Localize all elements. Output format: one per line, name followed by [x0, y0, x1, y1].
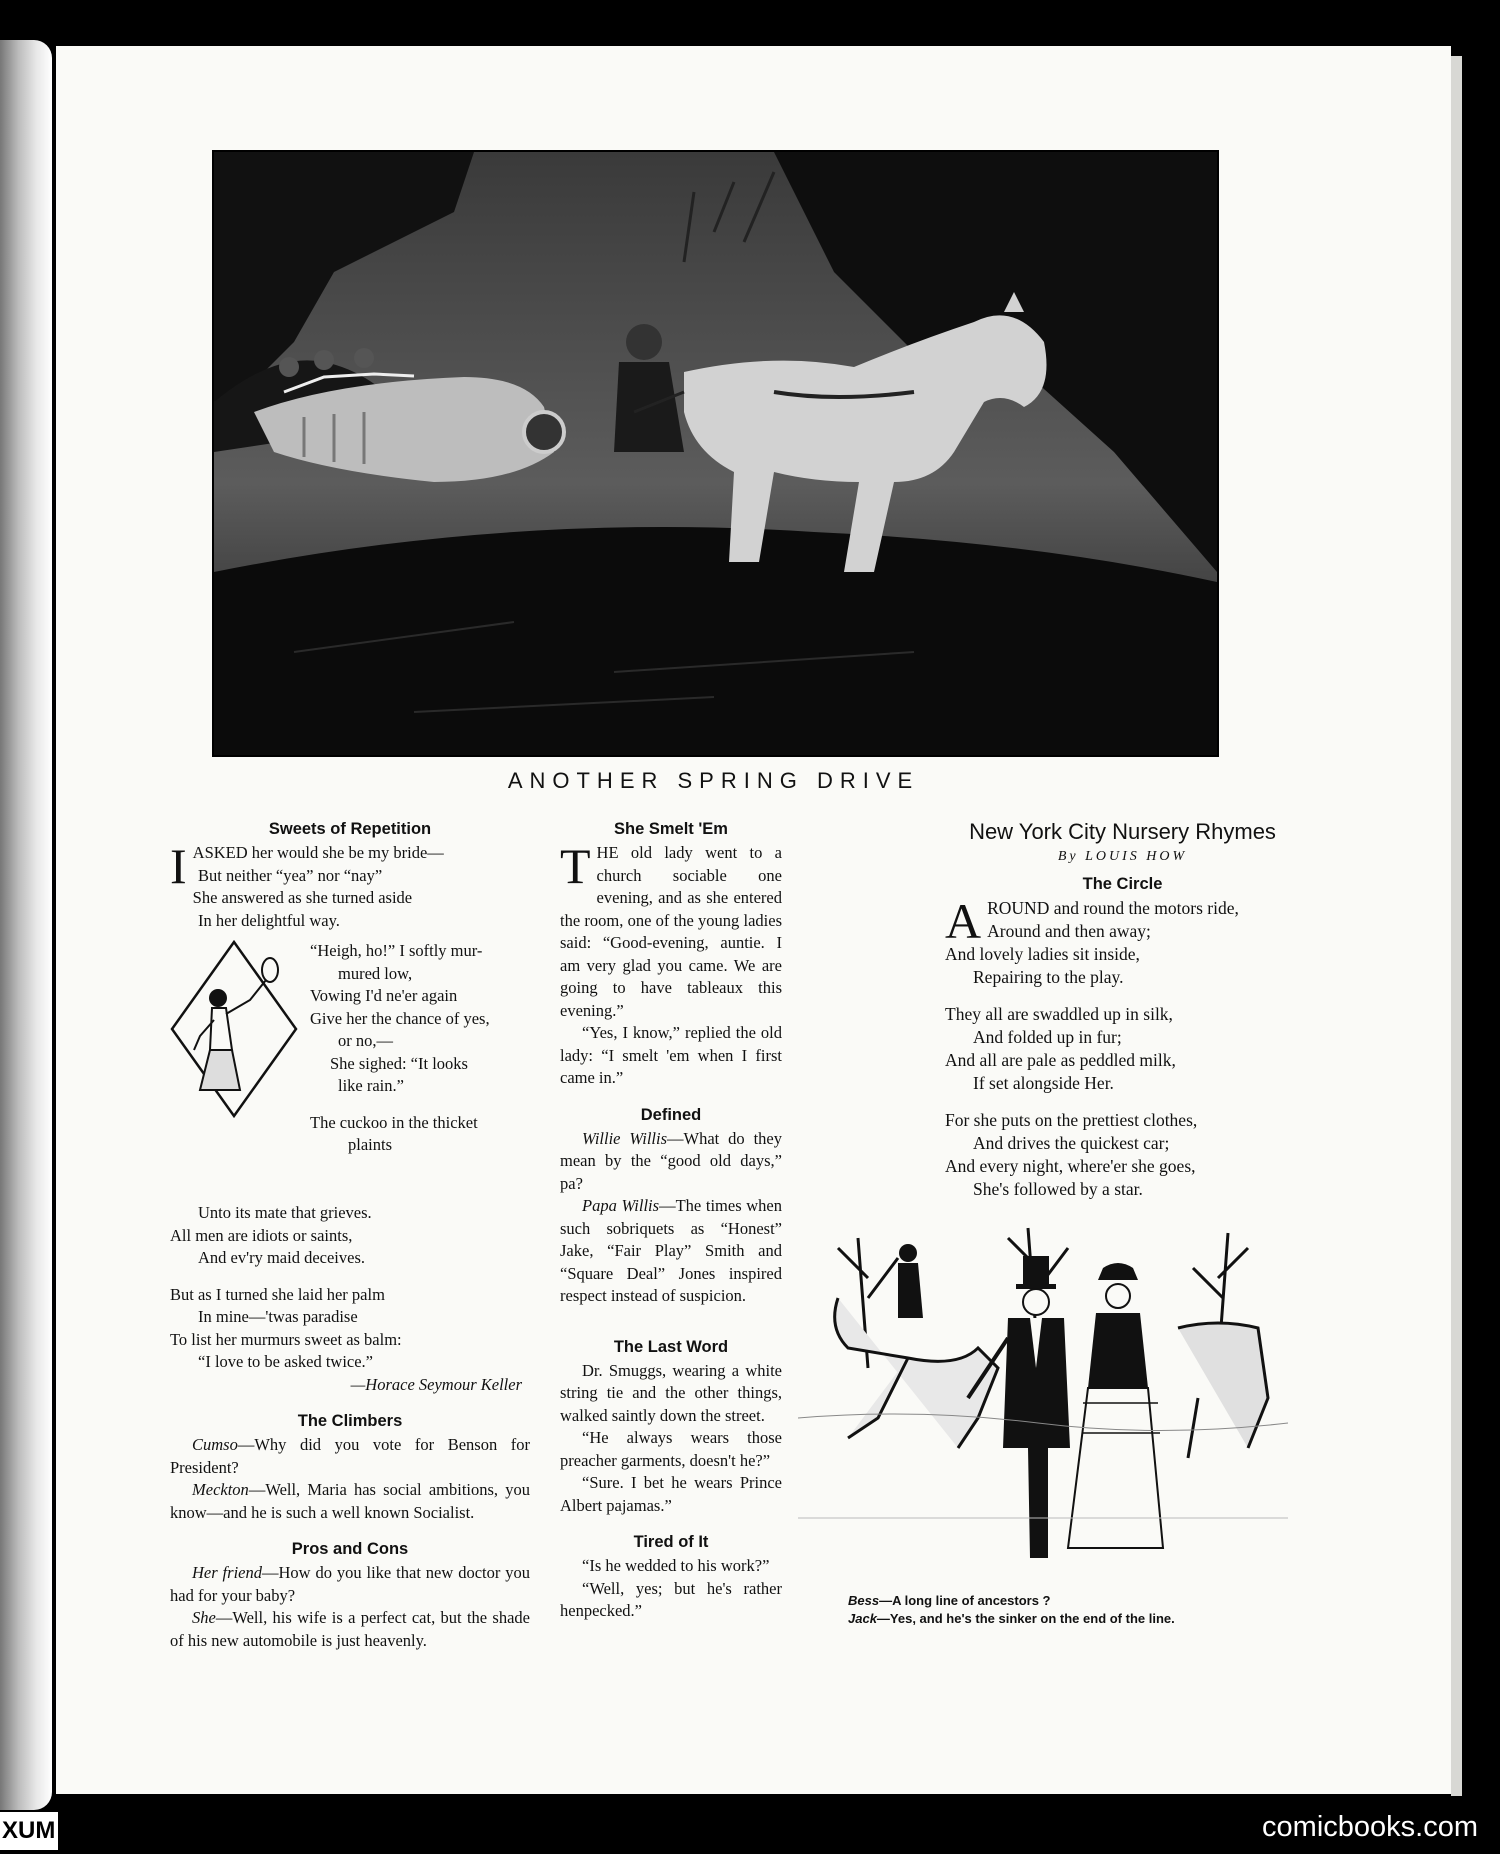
poem-line: And every night, where'er she goes,	[945, 1155, 1196, 1176]
cartoon-riders-and-couple	[798, 1218, 1288, 1588]
poem-stanza-1	[170, 838, 530, 932]
drop-cap-t: T	[560, 838, 591, 894]
poem-line: And folded up in fur;	[973, 1026, 1122, 1047]
poem-line: like rain.”	[338, 1076, 404, 1095]
poem-line: Around and then away;	[987, 920, 1151, 941]
poem-line: Repairing to the play.	[973, 966, 1124, 987]
poem-line: “Heigh, ho!” I softly mur-	[310, 941, 483, 960]
poem-stanza-3	[170, 1202, 530, 1270]
poem-line: But neither “yea” nor “nay”	[198, 865, 383, 885]
diamond-illustrated-stanza	[170, 940, 530, 1198]
poem-line: Vowing I'd ne'er again	[310, 986, 458, 1005]
poem-line: To list her murmurs sweet as balm:	[170, 1329, 402, 1349]
heading-pros-and-cons: Pros and Cons	[291, 1540, 409, 1558]
poem-signature: —Horace Seymour Keller	[350, 1374, 522, 1394]
story-paragraph: “Sure. I bet he wears Prince Albert pajamas.”	[560, 1473, 782, 1515]
cartoon-art	[798, 1218, 1288, 1588]
binding-edge	[0, 40, 52, 1810]
poem-line: Give her the chance of yes,	[310, 1008, 490, 1028]
heading-she-smelt-em: She Smelt 'Em	[614, 820, 728, 838]
rhyme-stanza-3	[945, 1109, 1300, 1201]
poem-line: She answered as she turned aside	[192, 888, 413, 907]
caption-line: Bess—A long line of ancestors ?	[848, 1593, 1051, 1608]
story-paragraph: “Is he wedded to his work?”	[582, 1556, 770, 1575]
illustration-spring-drive	[212, 150, 1219, 757]
drop-cap-i: I	[170, 838, 187, 894]
dialogue-paragraph: She—Well, his wife is a perfect cat, but the shade of his new automobile is just heavenly.	[170, 1608, 530, 1650]
poem-line: Unto its mate that grieves.	[198, 1203, 372, 1222]
watermark-right: comicbooks.com	[1262, 1811, 1478, 1843]
heading-the-last-word: The Last Word	[613, 1337, 729, 1356]
heading-defined: Defined	[640, 1105, 702, 1124]
heading-tired-of-it: Tired of It	[633, 1533, 709, 1551]
poem-line: In her delightful way.	[198, 910, 340, 930]
poem-line: She's followed by a star.	[973, 1178, 1143, 1199]
cartoon-caption	[848, 1592, 1288, 1628]
poem-line: In mine—'twas paradise	[198, 1307, 358, 1326]
watermark-left: XUM	[0, 1812, 58, 1850]
poem-line: or no,—	[338, 1031, 393, 1050]
poem-line: The cuckoo in the thicket	[310, 1112, 478, 1132]
heading-the-climbers: The Climbers	[297, 1412, 403, 1430]
diamond-stanza-text	[310, 940, 532, 1157]
poem-line: ROUND and round the motors ride,	[987, 897, 1239, 918]
poem-line: And drives the quickest car;	[973, 1132, 1170, 1153]
poem-stanza-4	[170, 1284, 530, 1374]
poem-line: ASKED her would she be my bride—	[192, 843, 444, 862]
page-edge-right	[1451, 56, 1462, 1796]
poem-line: “I love to be asked twice.”	[198, 1352, 374, 1371]
column-3	[945, 818, 1300, 1201]
dialogue-paragraph: Her friend—How do you like that new doctor you had for your baby?	[170, 1563, 530, 1605]
drop-cap-a: A	[945, 892, 982, 949]
nursery-rhymes-title: New York City Nursery Rhymes	[969, 819, 1276, 844]
story-paragraph: “He always wears those preacher garments, doesn't he?”	[560, 1428, 782, 1470]
poem-line: And all are pale as peddled milk,	[945, 1049, 1176, 1070]
lady-with-racket-illustration	[170, 940, 298, 1118]
heading-the-circle: The Circle	[1082, 874, 1163, 893]
column-1	[170, 818, 530, 1652]
poem-line: They all are swaddled up in silk,	[945, 1003, 1173, 1024]
dialogue-paragraph: Meckton—Well, Maria has social ambitions, you know—and he is such a well known Socialist.	[170, 1480, 530, 1522]
story-paragraph: “Well, yes; but he's rather henpecked.”	[560, 1578, 782, 1620]
column-2	[560, 818, 782, 1623]
rhyme-stanza-2	[945, 1003, 1300, 1095]
dialogue-paragraph: Papa Willis—The times when such sobriquets as “Honest” Jake, “Fair Play” Smith and “Square Deal” Jones inspired respect instead of suspicion.	[560, 1196, 783, 1305]
story-paragraph: “Yes, I know,” replied the old lady: “I smelt 'em when I first came in.”	[560, 1023, 782, 1087]
illustration-art	[214, 152, 1217, 755]
poem-line: mured low,	[338, 963, 413, 983]
poem-line: For she puts on the prettiest clothes,	[945, 1109, 1198, 1130]
rhyme-stanza-1	[945, 892, 1300, 989]
dialogue-paragraph: Cumso—Why did you vote for Benson for President?	[170, 1435, 530, 1477]
dialogue-paragraph: Willie Willis—What do they mean by the “good old days,” pa?	[560, 1128, 782, 1193]
heading-sweets-of-repetition: Sweets of Repetition	[268, 820, 432, 838]
poem-line: All men are idiots or saints,	[170, 1225, 353, 1245]
poem-line: And ev'ry maid deceives.	[198, 1248, 365, 1267]
byline: By LOUIS HOW	[1057, 849, 1188, 864]
poem-line: She sighed: “It looks	[330, 1053, 468, 1073]
caption-line: Jack—Yes, and he's the sinker on the end of the line.	[848, 1611, 1175, 1626]
story-paragraph: Dr. Smuggs, wearing a white string tie and the other things, walked saintly down the street.	[560, 1360, 782, 1425]
poem-line: And lovely ladies sit inside,	[945, 943, 1140, 964]
illustration-title: ANOTHER SPRING DRIVE	[507, 768, 920, 793]
poem-line: plaints	[348, 1135, 392, 1154]
poem-line: If set alongside Her.	[973, 1072, 1114, 1093]
story-paragraph: THE old lady went to a church sociable one evening, and as she entered the room, one of the young ladies said: “Good-evening, auntie. I am very glad you came. We are going to have tableaux this evening.”	[560, 838, 782, 1020]
poem-line: But as I turned she laid her palm	[170, 1284, 385, 1304]
